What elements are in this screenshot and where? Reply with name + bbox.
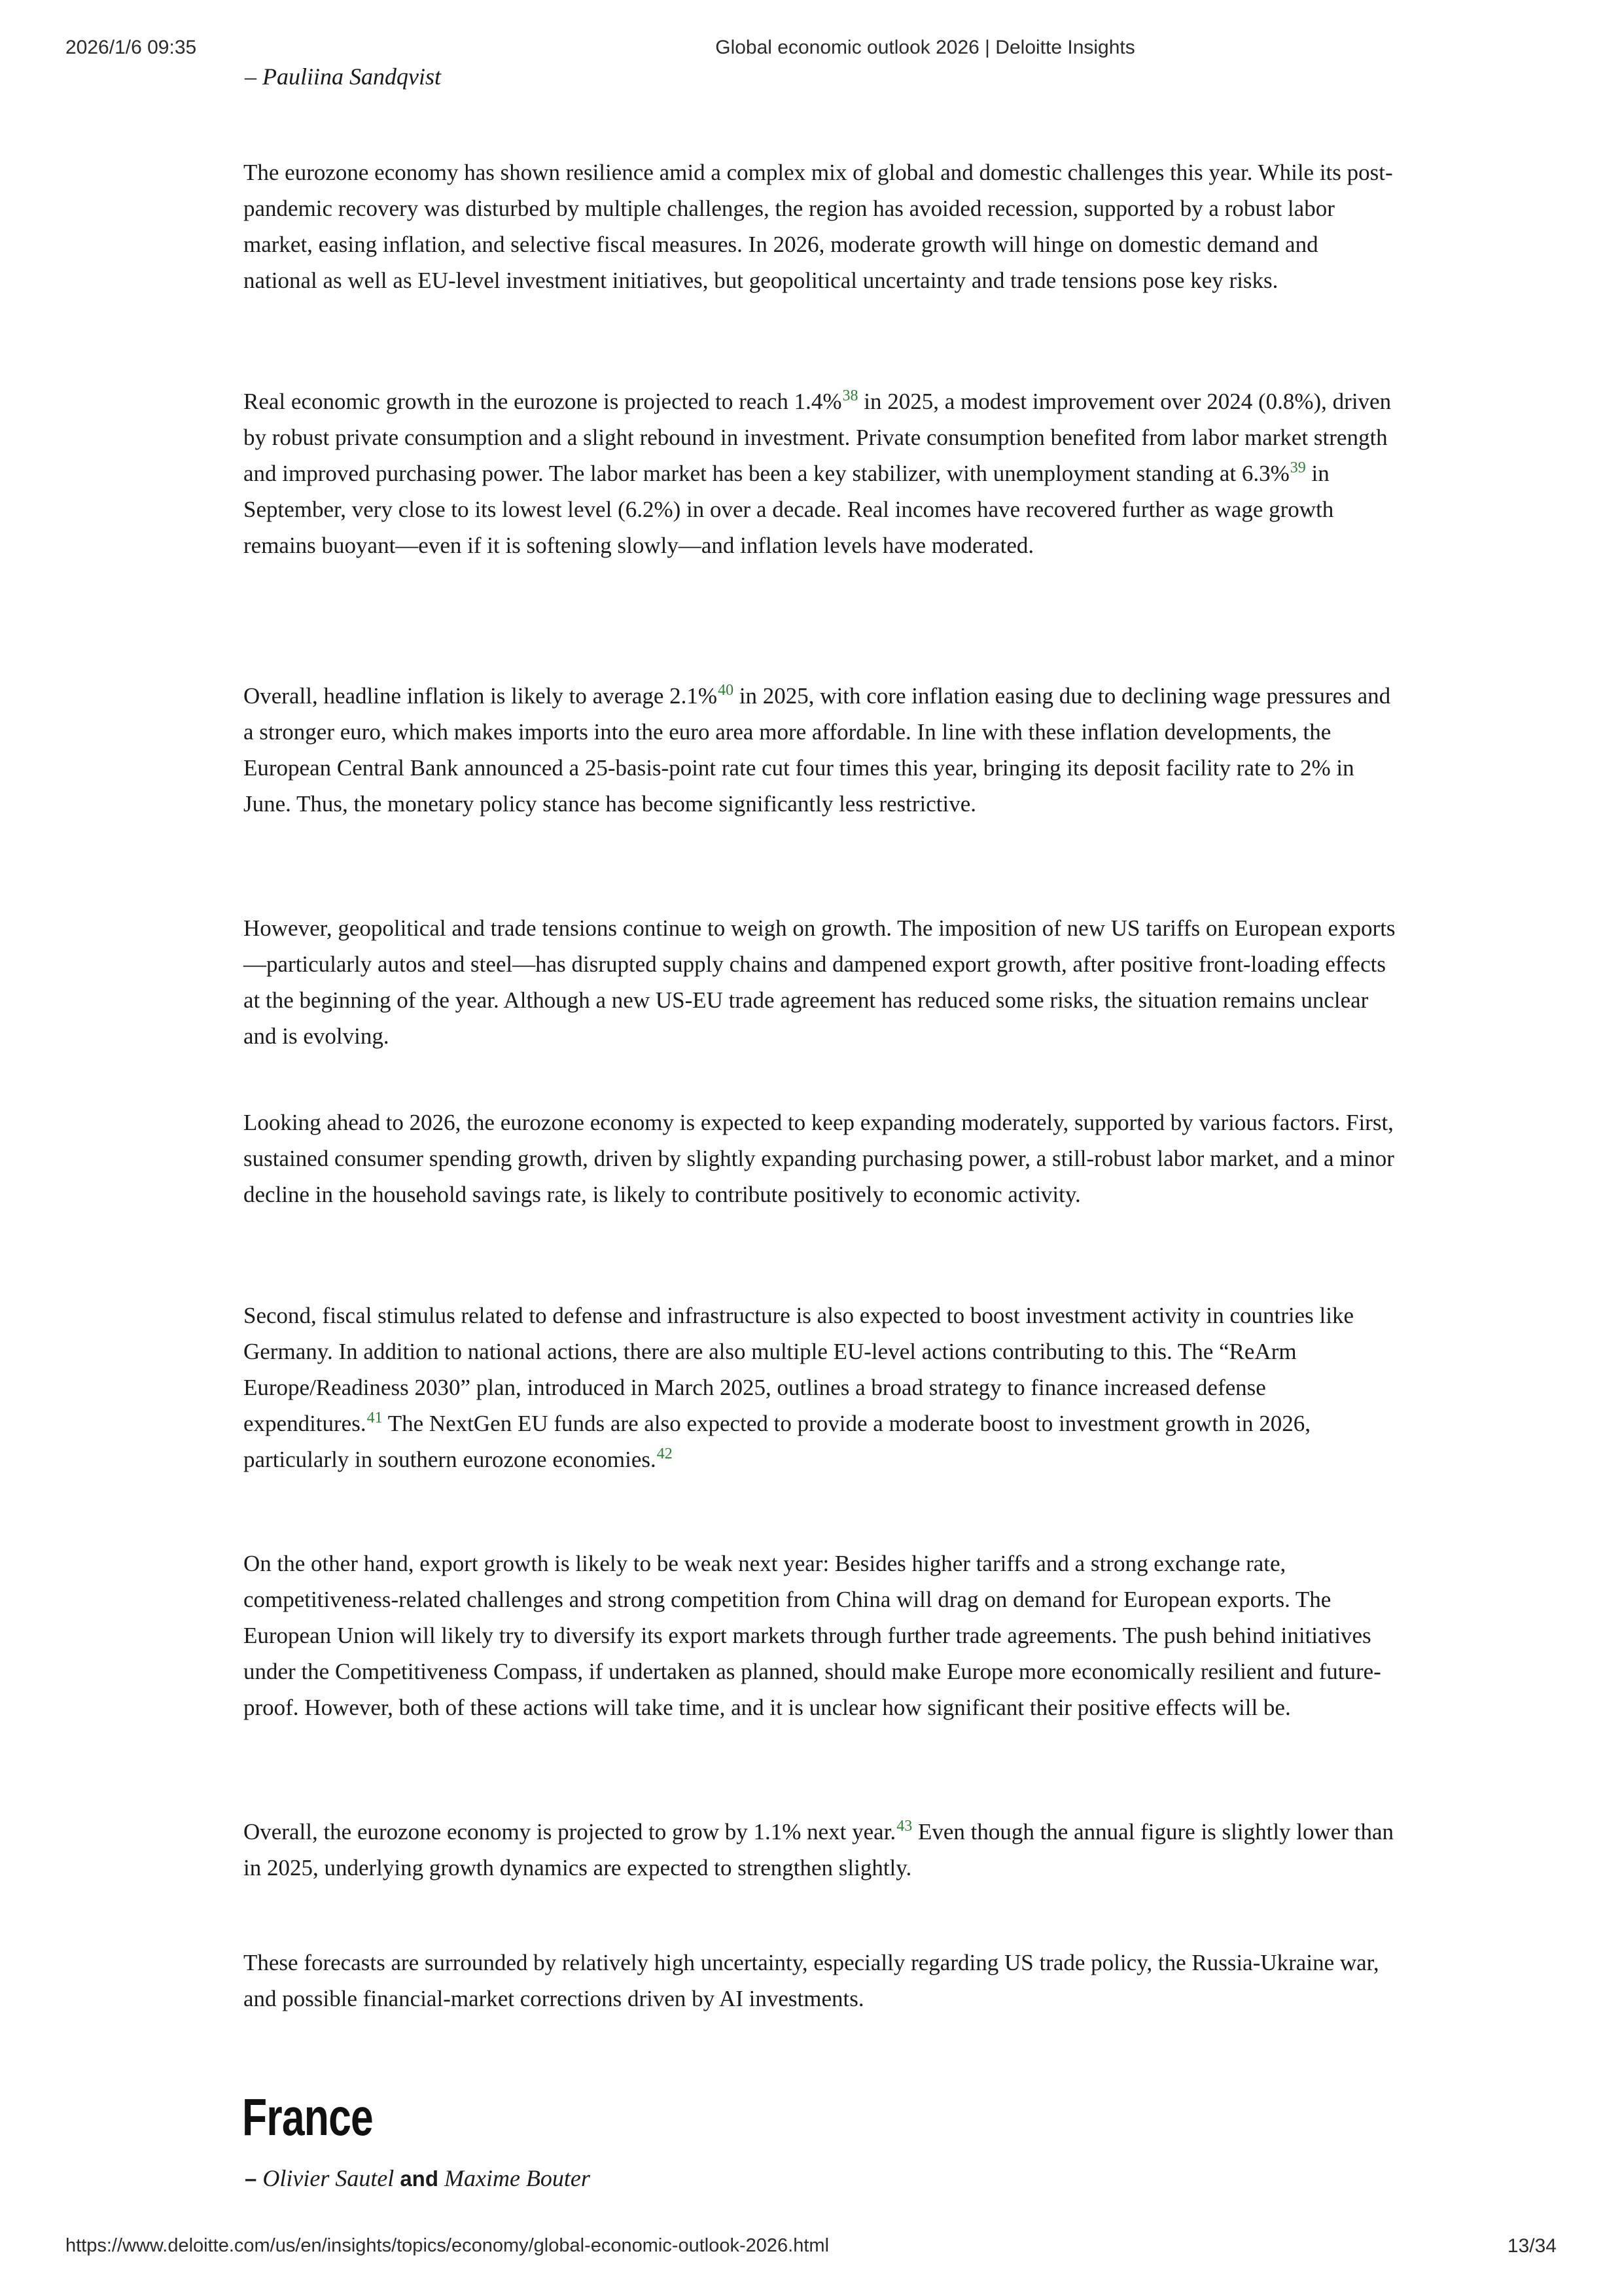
text-segment: Overall, the eurozone economy is projected to grow by 1.1% next year. <box>243 1819 896 1845</box>
text-segment: Even though the annual figure is slightly lower than in 2025, underlying growth dynamics are expected to strengthen slightly. <box>243 1819 1394 1881</box>
paragraph <box>243 383 1396 563</box>
paragraph <box>243 1545 1396 1725</box>
paragraph <box>243 1104 1396 1212</box>
byline-author: Pauliina Sandqvist <box>262 63 441 90</box>
text-segment: These forecasts are surrounded by relatively high uncertainty, especially regarding US trade policy, the Russia-Ukraine war, and possible financial-market corrections driven by AI investments. <box>243 1950 1379 2011</box>
text-segment: The NextGen EU funds are also expected to provide a moderate boost to investment growth in 2026, particularly in southern eurozone economies. <box>243 1411 1311 1472</box>
paragraph <box>243 154 1396 298</box>
text-segment: The eurozone economy has shown resilience amid a complex mix of global and domestic challenges this year. While its post-pandemic recovery was disturbed by multiple challenges, the region has avoided recession, supported by a robust labor market, easing inflation, and selective fiscal measures. In 2026, moderate growth will hinge on domestic demand and national as well as EU-level investment initiatives, but geopolitical uncertainty and trade tensions pose key risks. <box>243 160 1393 293</box>
page-number-indicator: 13/34 <box>1507 2235 1557 2257</box>
footnote-link-40[interactable]: 40 <box>718 682 734 699</box>
text-segment: in 2025, with core inflation easing due to declining wage pressures and a stronger euro, which makes imports into the euro area more affordable. In line with these inflation developments, the European Central Bank announced a 25-basis-point rate cut four times this year, bringing its deposit facility rate to 2% in June. Thus, the monetary policy stance has become significantly less restrictive. <box>243 683 1391 817</box>
byline-dash: – <box>245 63 256 90</box>
source-url: https://www.deloitte.com/us/en/insights/topics/economy/global-economic-outlook-2026.html <box>65 2235 830 2256</box>
footnote-link-38[interactable]: 38 <box>842 387 858 405</box>
footnote-link-39[interactable]: 39 <box>1290 459 1306 477</box>
print-datetime: 2026/1/6 09:35 <box>65 37 197 58</box>
text-segment: Second, fiscal stimulus related to defense and infrastructure is also expected to boost investment activity in countries like Germany. In addition to national actions, there are also multiple EU-level actions contributing to this. The “ReArm Europe/Readiness 2030” plan, introduced in March 2025, outlines a broad strategy to finance increased defense expenditures. <box>243 1303 1354 1436</box>
paragraph <box>243 910 1396 1054</box>
byline-conjunction: and <box>400 2166 438 2191</box>
byline-dash: – <box>245 2166 257 2191</box>
section-heading-france: France <box>242 2088 373 2146</box>
author-byline-top <box>245 63 441 90</box>
footnote-link-43[interactable]: 43 <box>896 1818 913 1835</box>
byline-author-2: Maxime Bouter <box>444 2165 590 2191</box>
paragraph <box>243 1298 1396 1477</box>
text-segment: However, geopolitical and trade tensions continue to weigh on growth. The imposition of new US tariffs on European exports—particularly autos and steel—has disrupted supply chains and dampened export growth, after positive front-loading effects at the beginning of the year. Although a new US-EU trade agreement has reduced some risks, the situation remains unclear and is evolving. <box>243 915 1396 1049</box>
text-segment: Looking ahead to 2026, the eurozone economy is expected to keep expanding moderately, supported by various factors. First, sustained consumer spending growth, driven by slightly expanding purchasing power, a still-robust labor market, and a minor decline in the household savings rate, is likely to contribute positively to economic activity. <box>243 1110 1394 1207</box>
paragraph <box>243 678 1396 822</box>
footnote-link-41[interactable]: 41 <box>366 1409 383 1427</box>
text-segment: Real economic growth in the eurozone is projected to reach 1.4% <box>243 389 842 414</box>
text-segment: Overall, headline inflation is likely to average 2.1% <box>243 683 718 709</box>
byline-author-1: Olivier Sautel <box>262 2165 395 2191</box>
text-segment: On the other hand, export growth is likely to be weak next year: Besides higher tariffs and a strong exchange rate, competitiveness-related challenges and strong competition from China will drag on demand for European exports. The European Union will likely try to diversify its export markets through further trade agreements. The push behind initiatives under the Competitiveness Compass, if undertaken as planned, should make Europe more economically resilient and future-proof. However, both of these actions will take time, and it is unclear how significant their positive effects will be. <box>243 1551 1381 1720</box>
text-segment: in 2025, a modest improvement over 2024 (0.8%), driven by robust private consumption and a slight rebound in investment. Private consumption benefited from labor market strength and improved purchasing power. The labor market has been a key stabilizer, with unemployment standing at 6.3% <box>243 389 1392 486</box>
paragraph <box>243 1814 1396 1886</box>
text-segment: in September, very close to its lowest level (6.2%) in over a decade. Real incomes have recovered further as wage growth remains buoyant—even if it is softening slowly—and inflation levels have moderated. <box>243 461 1334 558</box>
footnote-link-42[interactable]: 42 <box>656 1445 673 1463</box>
document-title: Global economic outlook 2026 | Deloitte Insights <box>715 37 1135 58</box>
author-byline-bottom <box>245 2164 590 2192</box>
paragraph <box>243 1945 1396 2017</box>
